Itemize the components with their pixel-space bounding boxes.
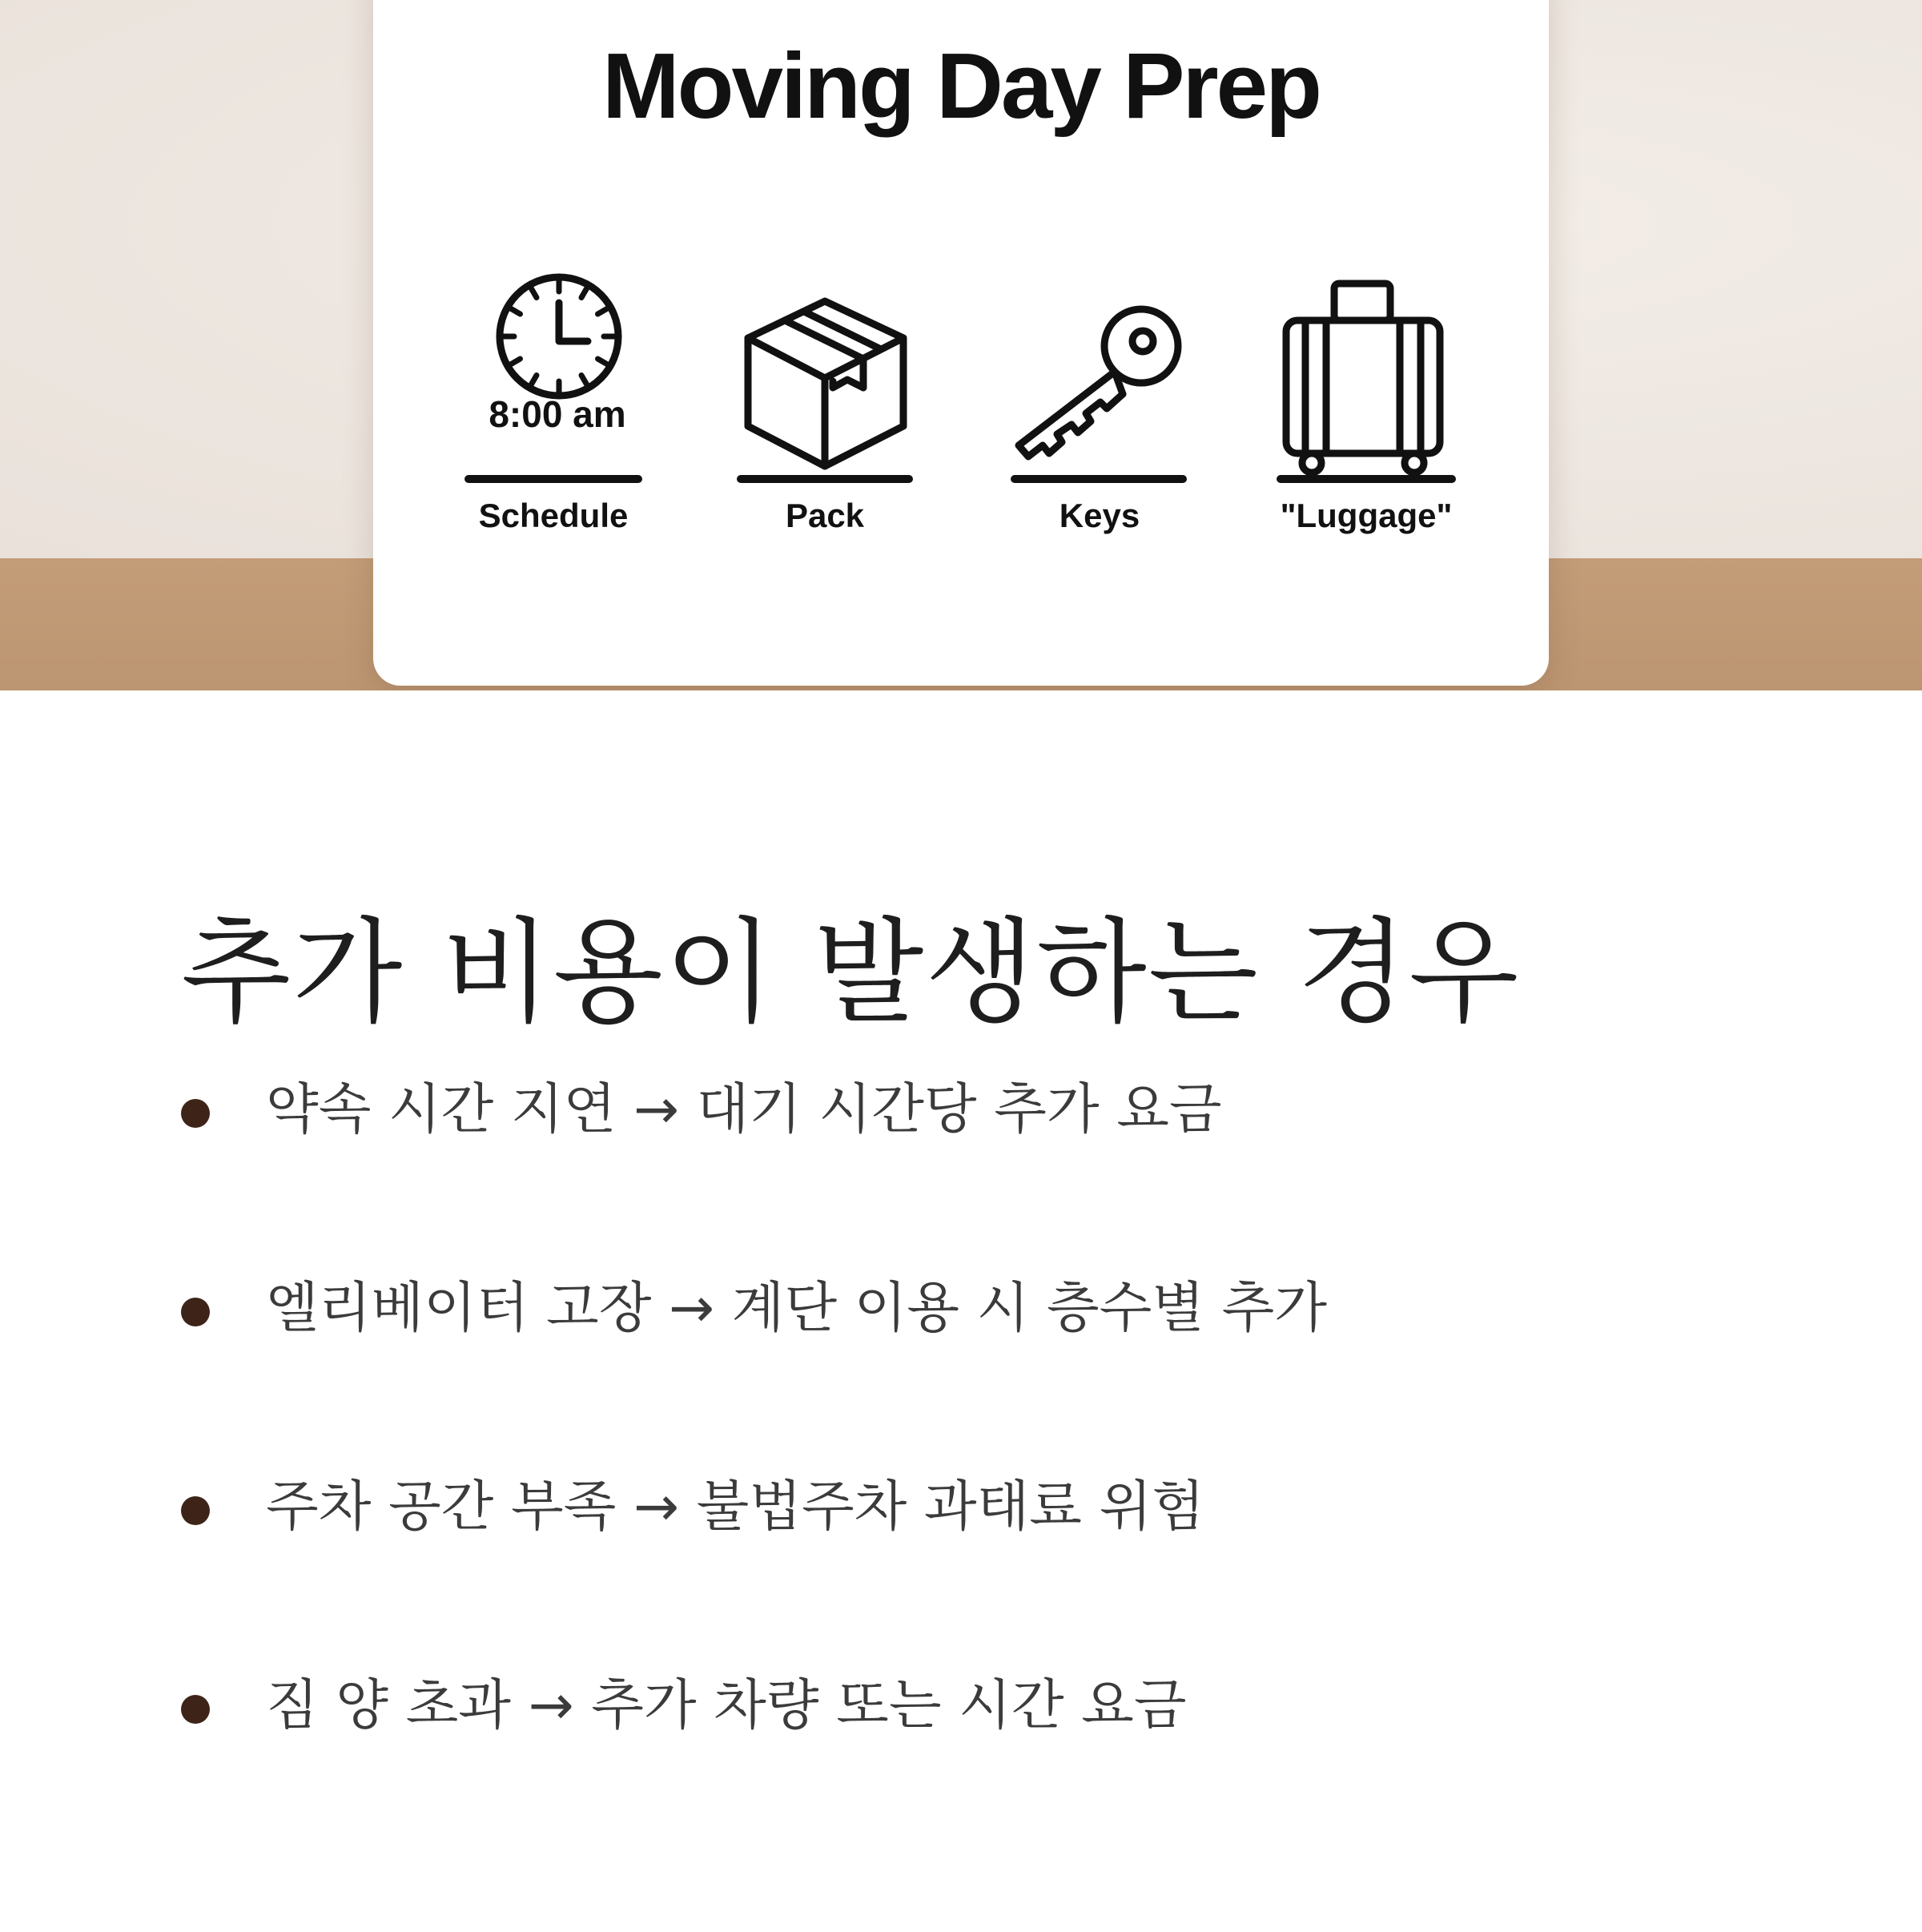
keys-column <box>1011 0 1203 686</box>
card-title: Moving Day Prep <box>601 34 1321 138</box>
box-icon <box>743 296 907 473</box>
key-icon <box>1011 304 1187 465</box>
hero-image <box>0 0 1922 690</box>
pack-label: Pack <box>785 497 865 534</box>
suitcase-icon <box>1281 279 1446 479</box>
bullet-dot-icon <box>181 1298 210 1326</box>
clock-icon <box>495 272 623 400</box>
time-label: 8:00 am <box>489 393 626 435</box>
schedule-rule <box>464 475 642 483</box>
list-item-text: 약속 시간 지연 → 대기 시간당 추가 요금 <box>266 1078 1222 1141</box>
luggage-label: "Luggage" <box>1280 497 1453 534</box>
keys-label: Keys <box>1059 497 1140 534</box>
pack-rule <box>737 475 913 483</box>
bullet-dot-icon <box>181 1099 210 1128</box>
list-item-text: 주차 공간 부족 → 불법주차 과태료 위험 <box>266 1475 1204 1539</box>
section-heading: 추가 비용이 발생하는 경우 <box>181 907 1521 1039</box>
luggage-rule <box>1277 475 1456 483</box>
schedule-column <box>461 0 653 686</box>
list-item-text: 엘리베이터 고장 → 계단 이용 시 층수별 추가 <box>266 1277 1327 1340</box>
list-item-text: 짐 양 초과 → 추가 차량 또는 시간 요금 <box>266 1674 1187 1737</box>
moving-prep-card <box>373 0 1549 686</box>
schedule-label: Schedule <box>478 497 629 534</box>
pack-column <box>735 0 927 686</box>
luggage-column <box>1281 0 1474 686</box>
bullet-dot-icon <box>181 1496 210 1525</box>
bullet-dot-icon <box>181 1695 210 1724</box>
keys-rule <box>1011 475 1187 483</box>
